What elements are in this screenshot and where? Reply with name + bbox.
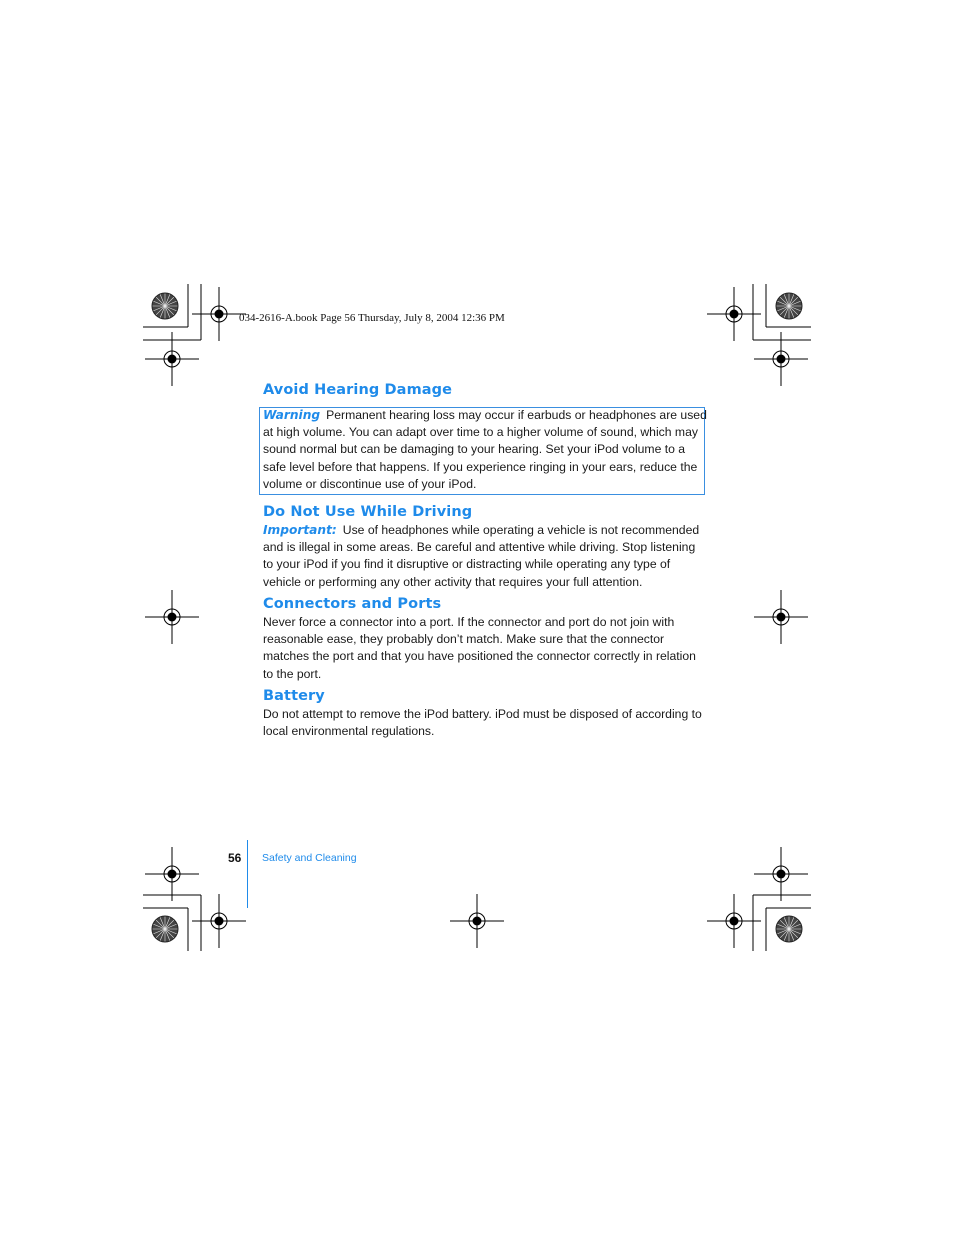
section-driving	[263, 504, 707, 591]
section-battery	[263, 688, 707, 740]
section-hearing	[263, 382, 707, 398]
section-heading: Do Not Use While Driving	[263, 504, 473, 520]
slug-line: 034-2616-A.book Page 56 Thursday, July 8, 2004 12:36 PM	[239, 312, 505, 324]
section-connectors	[263, 596, 707, 683]
connectors-body: Never force a connector into a port. If the connector and port do not join with reasonable ease, they probably don’t match. Make sure that the connector matches the port and that you have positioned the connector correctly in relation to the port.	[263, 615, 696, 681]
section-heading: Avoid Hearing Damage	[263, 382, 453, 398]
driving-body: Use of headphones while operating a vehicle is not recommended and is illegal in some areas. Be careful and attentive while driving. Stop listening to your iPod if you find it disruptive or distracting while operating any type of vehicle or performing any other activity that requires your full attention.	[263, 523, 700, 589]
important-label: Important:	[263, 523, 337, 537]
star-target-icon	[152, 293, 178, 319]
warning-body: Permanent hearing loss may occur if earbuds or headphones are used at high volume. You can adapt over time to a higher volume of sound, which may sound normal but can be damaging to your hearing. Set your iPod volume to a safe level before that happens. If you experience ringing in your ears, reduce the volume or discontinue use of your iPod.	[263, 408, 707, 491]
section-heading: Connectors and Ports	[263, 596, 442, 612]
footer-divider	[247, 840, 248, 908]
footer-section-label: Safety and Cleaning	[262, 852, 357, 864]
warning-label: Warning	[263, 408, 321, 422]
battery-body: Do not attempt to remove the iPod battery. iPod must be disposed of according to local environmental regulations.	[263, 707, 702, 739]
warning-text	[263, 407, 707, 493]
page-number: 56	[228, 851, 242, 865]
section-heading: Battery	[263, 688, 325, 704]
